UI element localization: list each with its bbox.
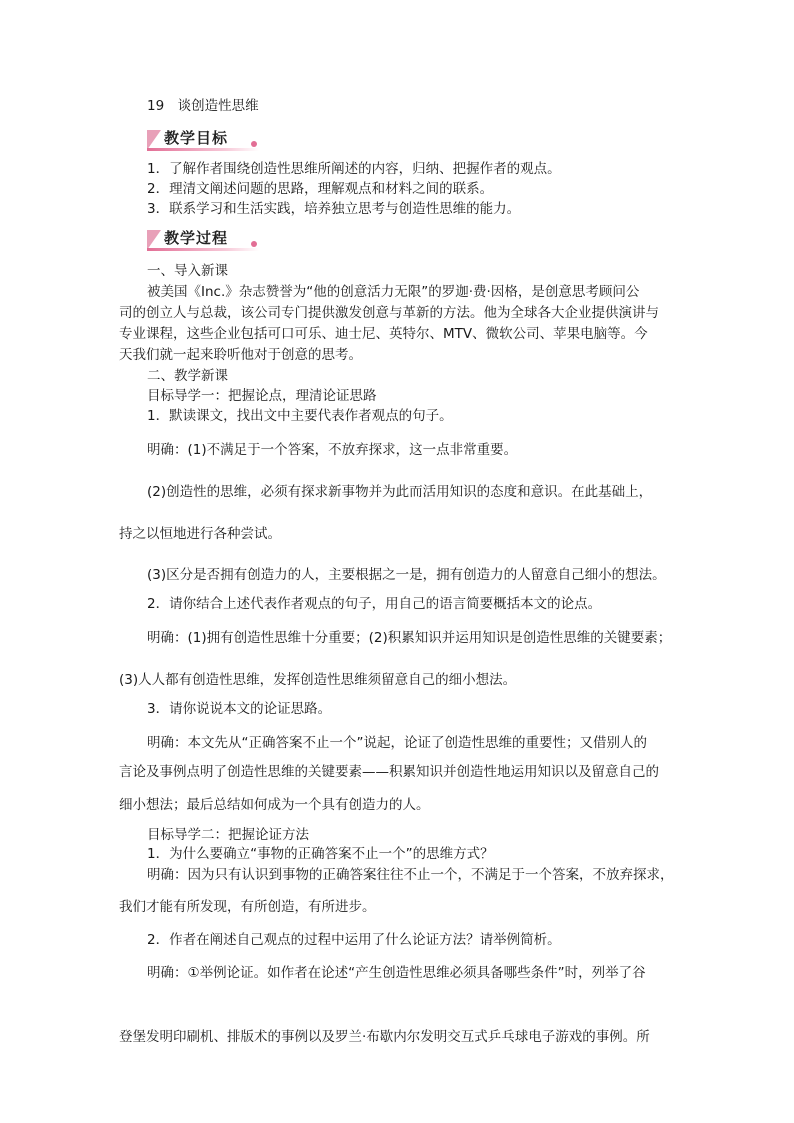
text-line: 目标导学二：把握论证方法 [147,827,309,843]
goal-item: 1．了解作者围绕创造性思维所阐述的内容，归纳、把握作者的观点。 [147,161,561,177]
header-triangle-icon [147,230,161,250]
goal-item: 2．理清文阐述问题的思路，理解观点和材料之间的联系。 [147,181,494,197]
text-line: (2)创造性的思维，必须有探求新事物并为此而活用知识的态度和意识。在此基础上， [147,484,653,500]
text-line: 明确：(1)不满足于一个答案，不放弃探求，这一点非常重要。 [147,442,518,458]
section-header-label: 教学目标 [164,129,229,147]
text-line: 二、教学新课 [147,368,228,384]
text-line: 细小想法；最后总结如何成为一个具有创造力的人。 [119,797,430,813]
text-line: 一、导入新课 [147,263,228,279]
text-line: 目标导学一：把握论点，理清论证思路 [147,388,377,404]
text-line: 明确：(1)拥有创造性思维十分重要；(2)积累知识并运用知识是创造性思维的关键要素； [147,630,672,646]
text-line: 司的创立人与总裁，该公司专门提供激发创意与革新的方法。他为全球各大企业提供演讲与 [119,305,659,321]
text-line: 2．作者在阐述自己观点的过程中运用了什么论证方法？请举例简析。 [147,932,561,948]
text-line: 持之以恒地进行各种尝试。 [119,526,281,542]
text-line: 被美国《Inc.》杂志赞誉为“他的创意活力无限”的罗迦·费·因格，是创意思考顾问公 [147,284,640,300]
goal-item: 3．联系学习和生活实践，培养独立思考与创造性思维的能力。 [147,201,521,217]
text-line: 明确：①举例论证。如作者在论述“产生创造性思维必须具备哪些条件”时，列举了谷 [147,965,646,981]
header-dot-icon [251,241,257,247]
section-header-teaching-process [147,230,259,252]
header-dot-icon [251,141,257,147]
header-underline [147,248,259,251]
text-line: 专业课程，这些企业包括可口可乐、迪士尼、英特尔、MTV、微软公司、苹果电脑等。今 [119,326,648,342]
header-triangle-icon [147,130,161,150]
text-line: 我们才能有所发现，有所创造，有所进步。 [119,899,376,915]
lesson-title: 19 谈创造性思维 [147,98,259,114]
text-line: 天我们就一起来聆听他对于创意的思考。 [119,347,362,363]
text-line: 3．请你说说本文的论证思路。 [147,701,332,717]
text-line: 明确：因为只有认识到事物的正确答案往往不止一个，不满足于一个答案，不放弃探求， [147,867,674,883]
text-line: (3)人人都有创造性思维，发挥创造性思维须留意自己的细小想法。 [119,672,517,688]
section-header-teaching-goals [147,130,259,152]
header-underline [147,148,259,151]
text-line: 登堡发明印刷机、排版术的事例以及罗兰·布歇内尔发明交互式乒乓球电子游戏的事例。所 [119,1029,650,1045]
section-header-label: 教学过程 [164,229,229,247]
text-line: 明确：本文先从“正确答案不止一个”说起，论证了创造性思维的重要性；又借别人的 [147,735,647,751]
text-line: 2．请你结合上述代表作者观点的句子，用自己的语言简要概括本文的论点。 [147,596,602,612]
text-line: (3)区分是否拥有创造力的人，主要根据之一是，拥有创造力的人留意自己细小的想法。 [147,567,666,583]
text-line: 1．为什么要确立“事物的正确答案不止一个”的思维方式？ [147,846,494,862]
text-line: 1．默读课文，找出文中主要代表作者观点的句子。 [147,408,453,424]
text-line: 言论及事例点明了创造性思维的关键要素——积累知识并创造性地运用知识以及留意自己的 [119,764,659,780]
